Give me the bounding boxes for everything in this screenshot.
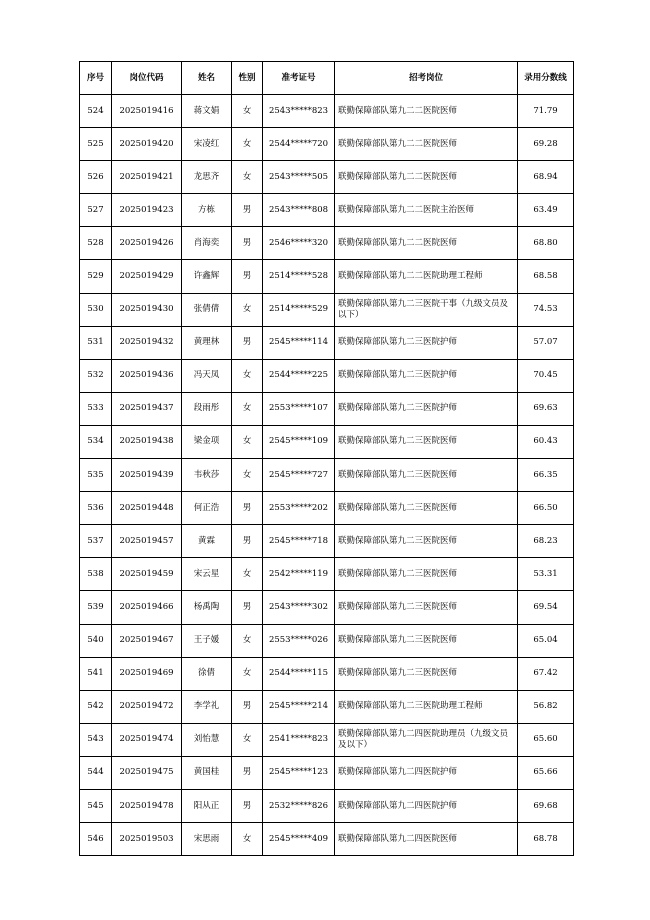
- table-row: [80, 657, 574, 690]
- cell-name: 阳从正: [182, 789, 232, 822]
- cell-no: 540: [80, 624, 112, 657]
- cell-post: 联勤保障部队第九二二医院助理工程师: [335, 260, 518, 293]
- cell-post: 联勤保障部队第九二二医院医师: [335, 161, 518, 194]
- cell-exam-id: 2546*****320: [263, 227, 335, 260]
- cell-no: 528: [80, 227, 112, 260]
- cell-no: 535: [80, 459, 112, 492]
- table-row: [80, 128, 574, 161]
- cell-post: 联勤保障部队第九二三医院护师: [335, 326, 518, 359]
- cell-exam-id: 2544*****720: [263, 128, 335, 161]
- table-row: [80, 690, 574, 723]
- table-row: [80, 161, 574, 194]
- cell-code: 2025019475: [112, 756, 182, 789]
- table-row: [80, 459, 574, 492]
- cell-gender: 女: [232, 823, 263, 856]
- cell-post: 联勤保障部队第九二四医院护师: [335, 756, 518, 789]
- table-row: [80, 823, 574, 856]
- cell-post: 联勤保障部队第九二三医院护师: [335, 392, 518, 425]
- cell-code: 2025019430: [112, 293, 182, 326]
- table-row: [80, 392, 574, 425]
- cell-exam-id: 2545*****718: [263, 525, 335, 558]
- cell-gender: 男: [232, 756, 263, 789]
- cell-code: 2025019466: [112, 591, 182, 624]
- table-row: [80, 359, 574, 392]
- cell-name: 何正浩: [182, 492, 232, 525]
- header-no: 序号: [80, 62, 112, 95]
- table-row: [80, 227, 574, 260]
- cell-exam-id: 2553*****107: [263, 392, 335, 425]
- cell-name: 方栋: [182, 194, 232, 227]
- table-row: [80, 591, 574, 624]
- cell-no: 538: [80, 558, 112, 591]
- header-score: 录用分数线: [518, 62, 574, 95]
- table-row: [80, 789, 574, 822]
- cell-score: 65.04: [518, 624, 574, 657]
- cell-exam-id: 2544*****115: [263, 657, 335, 690]
- cell-score: 67.42: [518, 657, 574, 690]
- cell-gender: 男: [232, 789, 263, 822]
- cell-score: 65.60: [518, 723, 574, 756]
- cell-no: 541: [80, 657, 112, 690]
- cell-post: 联勤保障部队第九二三医院助理工程师: [335, 690, 518, 723]
- cell-post: 联勤保障部队第九二三医院医师: [335, 591, 518, 624]
- cell-score: 60.43: [518, 425, 574, 458]
- cell-name: 杨禹陶: [182, 591, 232, 624]
- cell-no: 544: [80, 756, 112, 789]
- cell-exam-id: 2553*****026: [263, 624, 335, 657]
- cell-score: 63.49: [518, 194, 574, 227]
- cell-no: 529: [80, 260, 112, 293]
- cell-name: 黄霖: [182, 525, 232, 558]
- cell-code: 2025019467: [112, 624, 182, 657]
- table-row: [80, 492, 574, 525]
- cell-score: 66.35: [518, 459, 574, 492]
- cell-no: 533: [80, 392, 112, 425]
- cell-score: 68.94: [518, 161, 574, 194]
- cell-gender: 女: [232, 293, 263, 326]
- cell-no: 536: [80, 492, 112, 525]
- cell-code: 2025019432: [112, 326, 182, 359]
- header-exam-id: 准考证号: [263, 62, 335, 95]
- cell-name: 刘怡慧: [182, 723, 232, 756]
- cell-post: 联勤保障部队第九二四医院护师: [335, 789, 518, 822]
- cell-no: 546: [80, 823, 112, 856]
- cell-score: 69.63: [518, 392, 574, 425]
- cell-code: 2025019439: [112, 459, 182, 492]
- cell-gender: 女: [232, 624, 263, 657]
- cell-score: 66.50: [518, 492, 574, 525]
- cell-score: 53.31: [518, 558, 574, 591]
- cell-exam-id: 2545*****409: [263, 823, 335, 856]
- cell-post: 联勤保障部队第九二二医院医师: [335, 95, 518, 128]
- cell-code: 2025019474: [112, 723, 182, 756]
- cell-gender: 女: [232, 95, 263, 128]
- cell-exam-id: 2543*****302: [263, 591, 335, 624]
- cell-gender: 男: [232, 690, 263, 723]
- cell-no: 524: [80, 95, 112, 128]
- results-table: [79, 61, 574, 856]
- cell-exam-id: 2545*****109: [263, 425, 335, 458]
- cell-name: 龙思齐: [182, 161, 232, 194]
- table-row: [80, 260, 574, 293]
- cell-no: 531: [80, 326, 112, 359]
- cell-post: 联勤保障部队第九二三医院医师: [335, 657, 518, 690]
- cell-post: 联勤保障部队第九二二医院医师: [335, 227, 518, 260]
- cell-code: 2025019416: [112, 95, 182, 128]
- cell-score: 68.78: [518, 823, 574, 856]
- cell-name: 韦秋莎: [182, 459, 232, 492]
- cell-exam-id: 2544*****225: [263, 359, 335, 392]
- cell-score: 65.66: [518, 756, 574, 789]
- cell-post: 联勤保障部队第九二四医院医师: [335, 823, 518, 856]
- cell-score: 57.07: [518, 326, 574, 359]
- cell-name: 宋云星: [182, 558, 232, 591]
- cell-code: 2025019503: [112, 823, 182, 856]
- cell-score: 69.28: [518, 128, 574, 161]
- cell-code: 2025019423: [112, 194, 182, 227]
- table-row: [80, 558, 574, 591]
- cell-post: 联勤保障部队第九二二医院主治医师: [335, 194, 518, 227]
- cell-gender: 女: [232, 425, 263, 458]
- cell-gender: 男: [232, 492, 263, 525]
- cell-score: 69.54: [518, 591, 574, 624]
- header-name: 姓名: [182, 62, 232, 95]
- header-post: 招考岗位: [335, 62, 518, 95]
- cell-name: 肖海奕: [182, 227, 232, 260]
- cell-exam-id: 2543*****505: [263, 161, 335, 194]
- cell-code: 2025019448: [112, 492, 182, 525]
- cell-no: 545: [80, 789, 112, 822]
- cell-gender: 女: [232, 359, 263, 392]
- cell-exam-id: 2545*****123: [263, 756, 335, 789]
- cell-gender: 男: [232, 260, 263, 293]
- cell-post: 联勤保障部队第九二三医院医师: [335, 492, 518, 525]
- cell-code: 2025019426: [112, 227, 182, 260]
- cell-gender: 女: [232, 392, 263, 425]
- cell-post: 联勤保障部队第九二三医院医师: [335, 425, 518, 458]
- cell-no: 534: [80, 425, 112, 458]
- cell-name: 张倩倩: [182, 293, 232, 326]
- cell-score: 56.82: [518, 690, 574, 723]
- cell-no: 530: [80, 293, 112, 326]
- header-gender: 性别: [232, 62, 263, 95]
- cell-no: 539: [80, 591, 112, 624]
- cell-exam-id: 2542*****119: [263, 558, 335, 591]
- cell-score: 70.45: [518, 359, 574, 392]
- header-code: 岗位代码: [112, 62, 182, 95]
- cell-code: 2025019478: [112, 789, 182, 822]
- cell-post: 联勤保障部队第九二三医院医师: [335, 558, 518, 591]
- cell-exam-id: 2541*****823: [263, 723, 335, 756]
- cell-code: 2025019420: [112, 128, 182, 161]
- cell-name: 黄国桂: [182, 756, 232, 789]
- cell-exam-id: 2553*****202: [263, 492, 335, 525]
- cell-score: 71.79: [518, 95, 574, 128]
- cell-exam-id: 2543*****823: [263, 95, 335, 128]
- cell-post: 联勤保障部队第九二三医院护师: [335, 359, 518, 392]
- cell-post: 联勤保障部队第九二三医院医师: [335, 525, 518, 558]
- cell-exam-id: 2532*****826: [263, 789, 335, 822]
- cell-post: 联勤保障部队第九二三医院医师: [335, 459, 518, 492]
- cell-score: 68.80: [518, 227, 574, 260]
- cell-name: 许鑫辉: [182, 260, 232, 293]
- cell-score: 68.58: [518, 260, 574, 293]
- cell-code: 2025019469: [112, 657, 182, 690]
- cell-name: 李学礼: [182, 690, 232, 723]
- cell-gender: 男: [232, 194, 263, 227]
- cell-exam-id: 2545*****727: [263, 459, 335, 492]
- cell-post: 联勤保障部队第九二二医院医师: [335, 128, 518, 161]
- cell-gender: 女: [232, 657, 263, 690]
- cell-post: 联勤保障部队第九二四医院助理员（九级文员及以下）: [335, 723, 518, 756]
- cell-name: 宋思雨: [182, 823, 232, 856]
- cell-post: 联勤保障部队第九二三医院医师: [335, 624, 518, 657]
- cell-code: 2025019436: [112, 359, 182, 392]
- cell-code: 2025019437: [112, 392, 182, 425]
- cell-gender: 男: [232, 326, 263, 359]
- cell-no: 526: [80, 161, 112, 194]
- cell-score: 74.53: [518, 293, 574, 326]
- cell-exam-id: 2545*****114: [263, 326, 335, 359]
- cell-gender: 女: [232, 558, 263, 591]
- table-row: [80, 723, 574, 756]
- cell-gender: 男: [232, 227, 263, 260]
- cell-no: 527: [80, 194, 112, 227]
- cell-no: 537: [80, 525, 112, 558]
- cell-name: 蒋文娟: [182, 95, 232, 128]
- cell-name: 梁金项: [182, 425, 232, 458]
- cell-gender: 男: [232, 591, 263, 624]
- cell-name: 黄理林: [182, 326, 232, 359]
- table-row: [80, 525, 574, 558]
- cell-name: 徐倩: [182, 657, 232, 690]
- cell-gender: 女: [232, 459, 263, 492]
- table-row: [80, 756, 574, 789]
- cell-code: 2025019429: [112, 260, 182, 293]
- cell-gender: 男: [232, 525, 263, 558]
- cell-no: 542: [80, 690, 112, 723]
- table-row: [80, 293, 574, 326]
- cell-code: 2025019457: [112, 525, 182, 558]
- table-row: [80, 624, 574, 657]
- table-row: [80, 95, 574, 128]
- cell-post: 联勤保障部队第九二三医院干事（九级文员及以下）: [335, 293, 518, 326]
- cell-exam-id: 2514*****529: [263, 293, 335, 326]
- cell-name: 宋凌红: [182, 128, 232, 161]
- cell-gender: 女: [232, 128, 263, 161]
- cell-no: 532: [80, 359, 112, 392]
- cell-gender: 女: [232, 723, 263, 756]
- cell-no: 525: [80, 128, 112, 161]
- cell-code: 2025019459: [112, 558, 182, 591]
- table-row: [80, 194, 574, 227]
- cell-exam-id: 2545*****214: [263, 690, 335, 723]
- cell-name: 段雨彤: [182, 392, 232, 425]
- table-row: [80, 326, 574, 359]
- cell-score: 68.23: [518, 525, 574, 558]
- cell-name: 冯天凤: [182, 359, 232, 392]
- cell-exam-id: 2514*****528: [263, 260, 335, 293]
- cell-name: 王子媛: [182, 624, 232, 657]
- table-row: [80, 425, 574, 458]
- cell-score: 69.68: [518, 789, 574, 822]
- cell-exam-id: 2543*****808: [263, 194, 335, 227]
- cell-gender: 女: [232, 161, 263, 194]
- cell-no: 543: [80, 723, 112, 756]
- cell-code: 2025019438: [112, 425, 182, 458]
- header-row: [80, 62, 574, 95]
- cell-code: 2025019421: [112, 161, 182, 194]
- cell-code: 2025019472: [112, 690, 182, 723]
